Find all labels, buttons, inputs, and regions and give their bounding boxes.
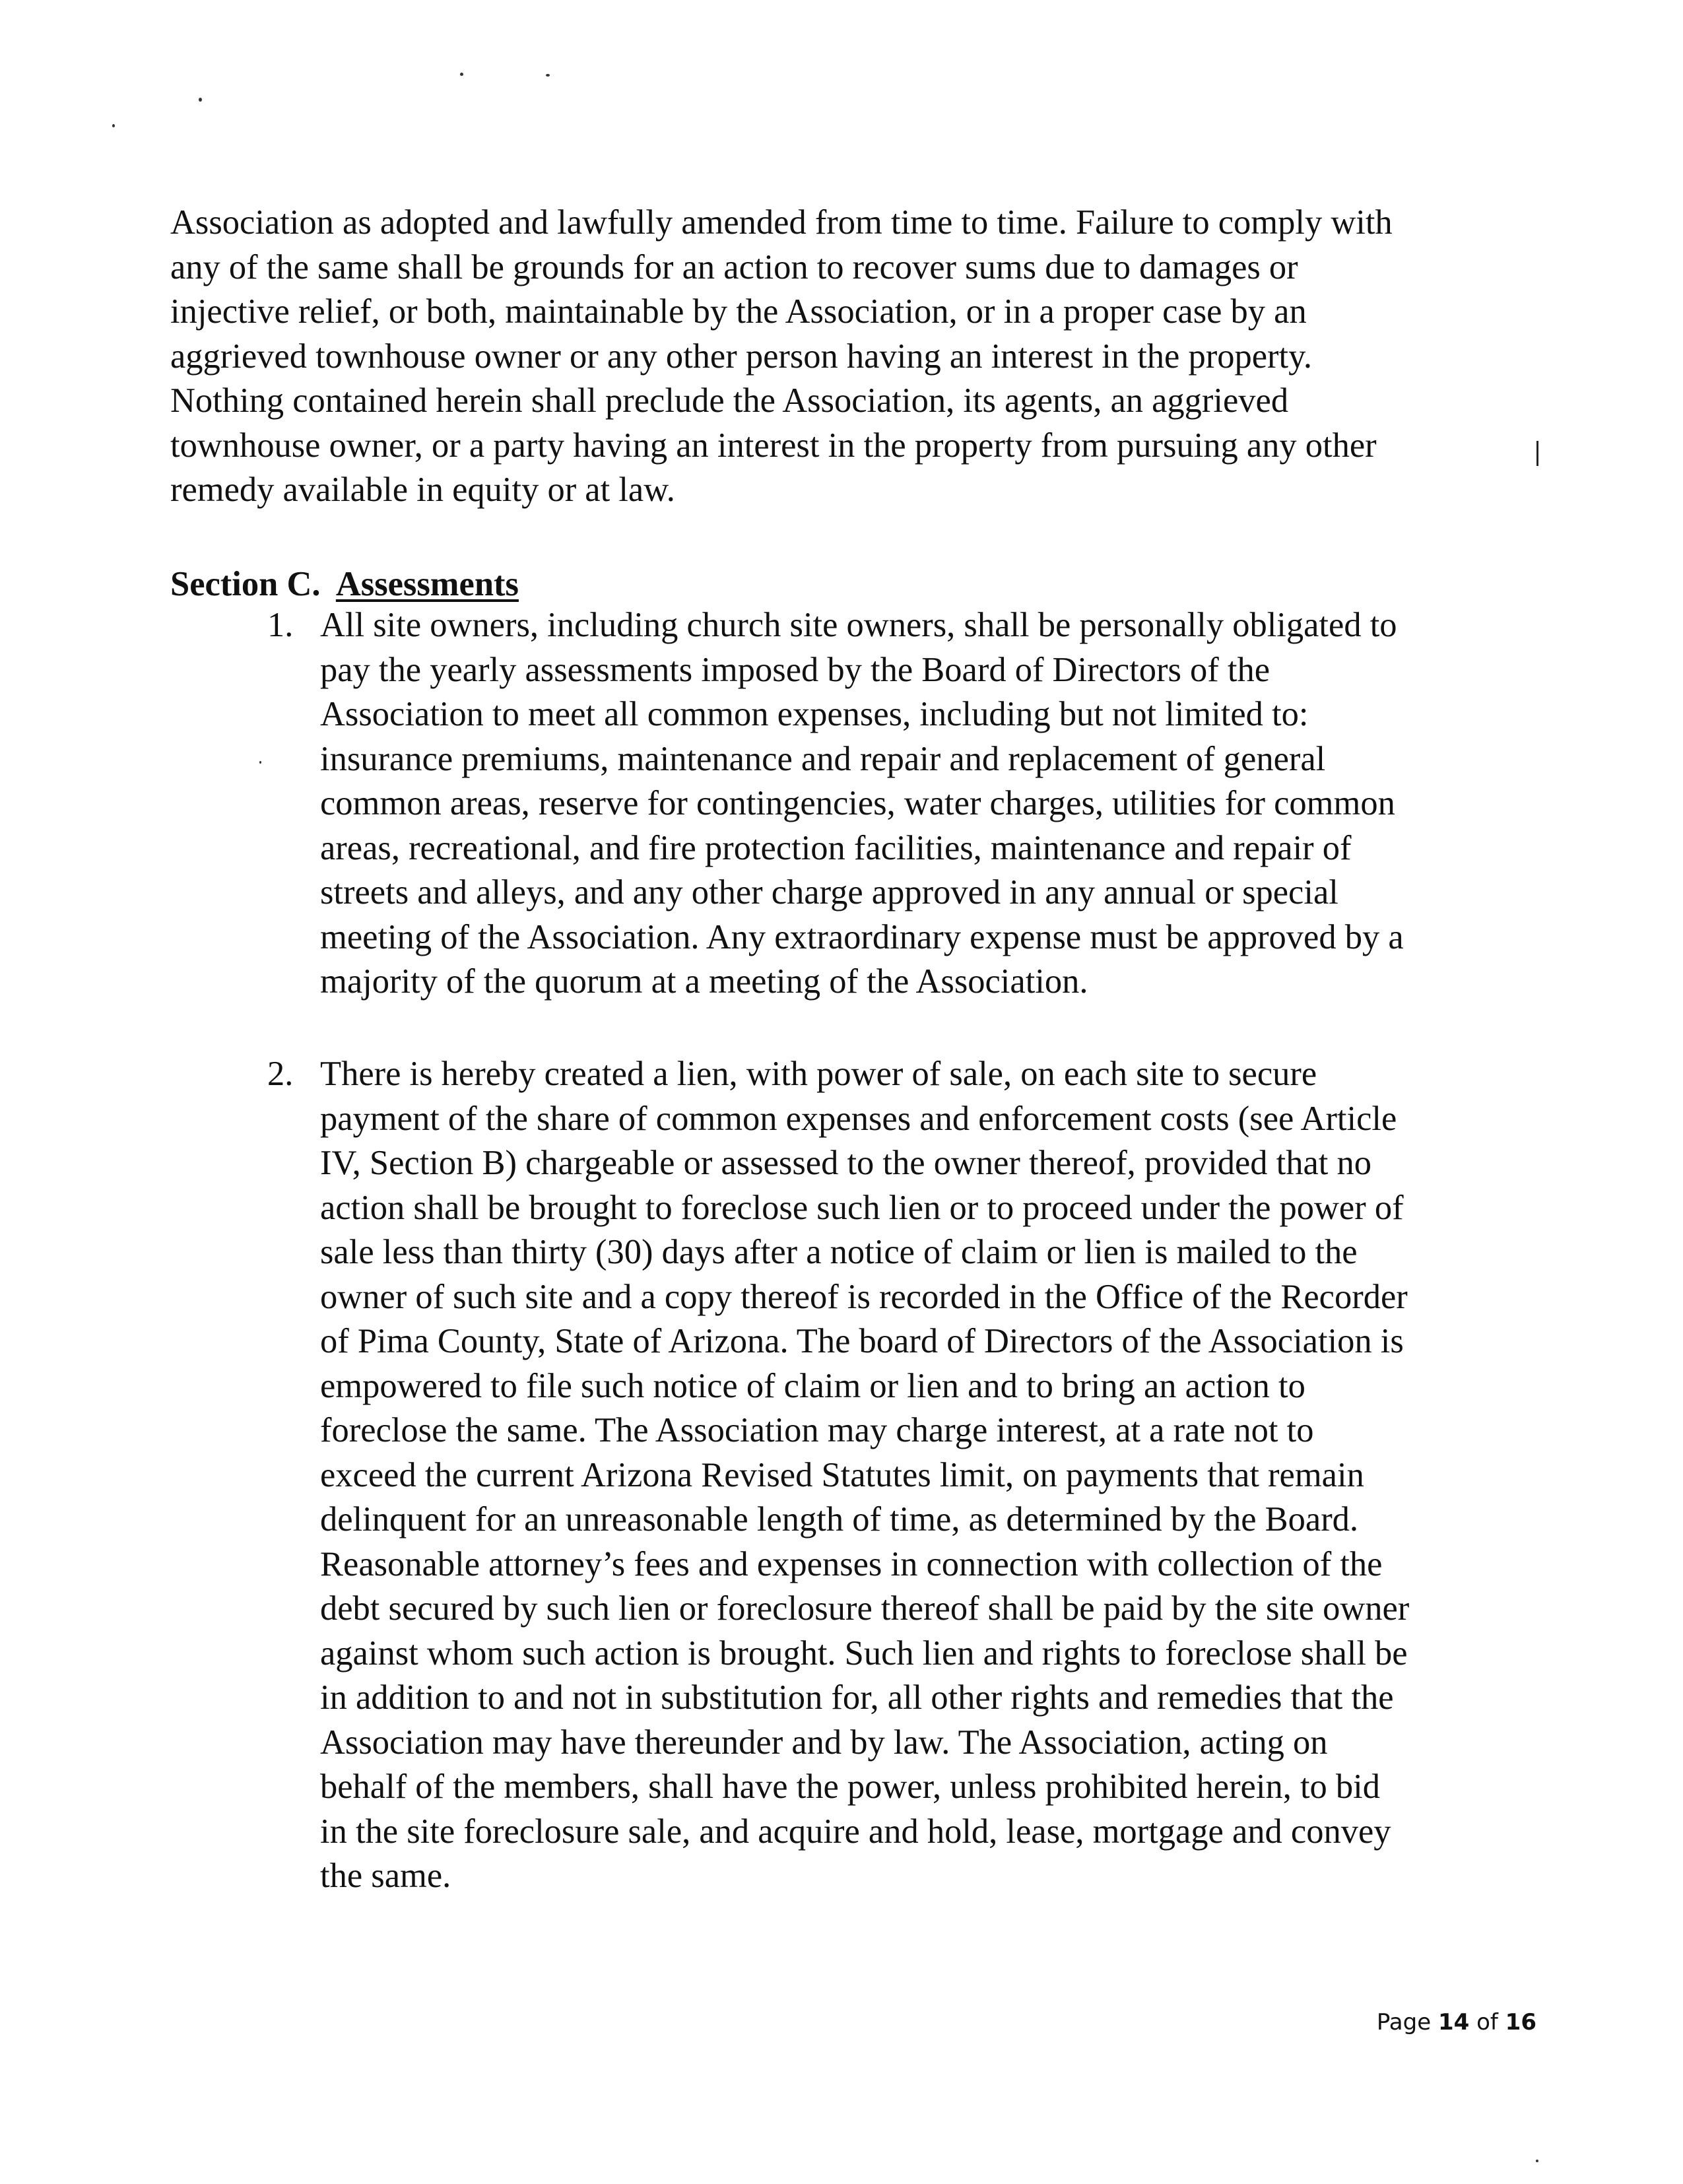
item-line: in addition to and not in substitution for, all other rights and remedies that the [320,1678,1394,1717]
page-number-prefix: Page [1376,2009,1432,2035]
scan-speck [259,761,261,764]
item-line: areas, recreational, and fire protection facilities, maintenance and repair of [320,828,1352,867]
list-item-text [320,603,1554,1005]
page-number-of: of [1476,2009,1498,2035]
item-line: IV, Section B) chargeable or assessed to the owner thereof, provided that no [320,1144,1372,1182]
intro-line: aggrieved townhouse owner or any other person having an interest in the property. [170,337,1313,376]
list-item-text [320,1052,1554,1899]
scan-speck [460,73,463,76]
intro-line: Association as adopted and lawfully amended from time to time. Failure to comply with [170,203,1393,242]
item-line: There is hereby created a lien, with power of sale, on each site to secure [320,1055,1317,1093]
item-line: owner of such site and a copy thereof is recorded in the Office of the Recorder [320,1277,1408,1316]
intro-line: townhouse owner, or a party having an interest in the property from pursuing any other [170,426,1377,465]
intro-line: injective relief, or both, maintainable by the Association, or in a proper case by an [170,292,1307,331]
item-line: the same. [320,1857,451,1895]
item-line: sale less than thirty (30) days after a notice of claim or lien is mailed to the [320,1233,1358,1271]
scan-speck [199,98,202,102]
item-line: empowered to file such notice of claim or lien and to bring an action to [320,1366,1305,1405]
intro-paragraph [170,201,1523,513]
item-line: against whom such action is brought. Such lien and rights to foreclose shall be [320,1634,1408,1672]
item-line: in the site foreclosure sale, and acquire and hold, lease, mortgage and convey [320,1812,1391,1851]
item-line: debt secured by such lien or foreclosure thereof shall be paid by the site owner [320,1589,1410,1628]
intro-line: remedy available in equity or at law. [170,471,675,509]
item-line: action shall be brought to foreclose such lien or to proceed under the power of [320,1188,1404,1227]
item-line: All site owners, including church site owners, shall be personally obligated to [320,606,1397,644]
section-heading [170,562,519,607]
item-line: pay the yearly assessments imposed by the Board of Directors of the [320,650,1270,689]
intro-line: any of the same shall be grounds for an action to recover sums due to damages or [170,248,1298,286]
revision-margin-mark [1536,441,1538,466]
item-line: Association may have thereunder and by law. The Association, acting on [320,1723,1328,1762]
page-number-current: 14 [1437,2009,1470,2035]
item-line: of Pima County, State of Arizona. The board of Directors of the Association is [320,1322,1404,1360]
page-number-total: 16 [1505,2009,1536,2035]
scan-speck [546,74,550,77]
scan-speck [1536,2160,1538,2162]
item-line: behalf of the members, shall have the power, unless prohibited herein, to bid [320,1768,1380,1806]
page-number [1377,2008,1536,2037]
scan-speck [112,124,115,127]
item-line: insurance premiums, maintenance and repair and replacement of general [320,739,1326,778]
section-label: Section C. [170,565,321,603]
item-line: delinquent for an unreasonable length of time, as determined by the Board. [320,1500,1359,1539]
item-line: meeting of the Association. Any extraordinary expense must be approved by a [320,917,1404,956]
item-line: Reasonable attorney’s fees and expenses in connection with collection of the [320,1544,1383,1583]
list-item-number: 1. [267,606,294,644]
item-line: common areas, reserve for contingencies, water charges, utilities for common [320,784,1395,822]
item-line: streets and alleys, and any other charge approved in any annual or special [320,873,1338,911]
section-title: Assessments [335,565,519,603]
item-line: exceed the current Arizona Revised Statutes limit, on payments that remain [320,1455,1364,1494]
intro-line: Nothing contained herein shall preclude the Association, its agents, an aggrieved [170,381,1289,420]
item-line: foreclose the same. The Association may charge interest, at a rate not to [320,1411,1314,1449]
list-item-number: 2. [267,1055,294,1093]
item-line: Association to meet all common expenses, including but not limited to: [320,695,1309,733]
item-line: payment of the share of common expenses and enforcement costs (see Article [320,1099,1397,1138]
item-line: majority of the quorum at a meeting of the Association. [320,962,1088,1001]
